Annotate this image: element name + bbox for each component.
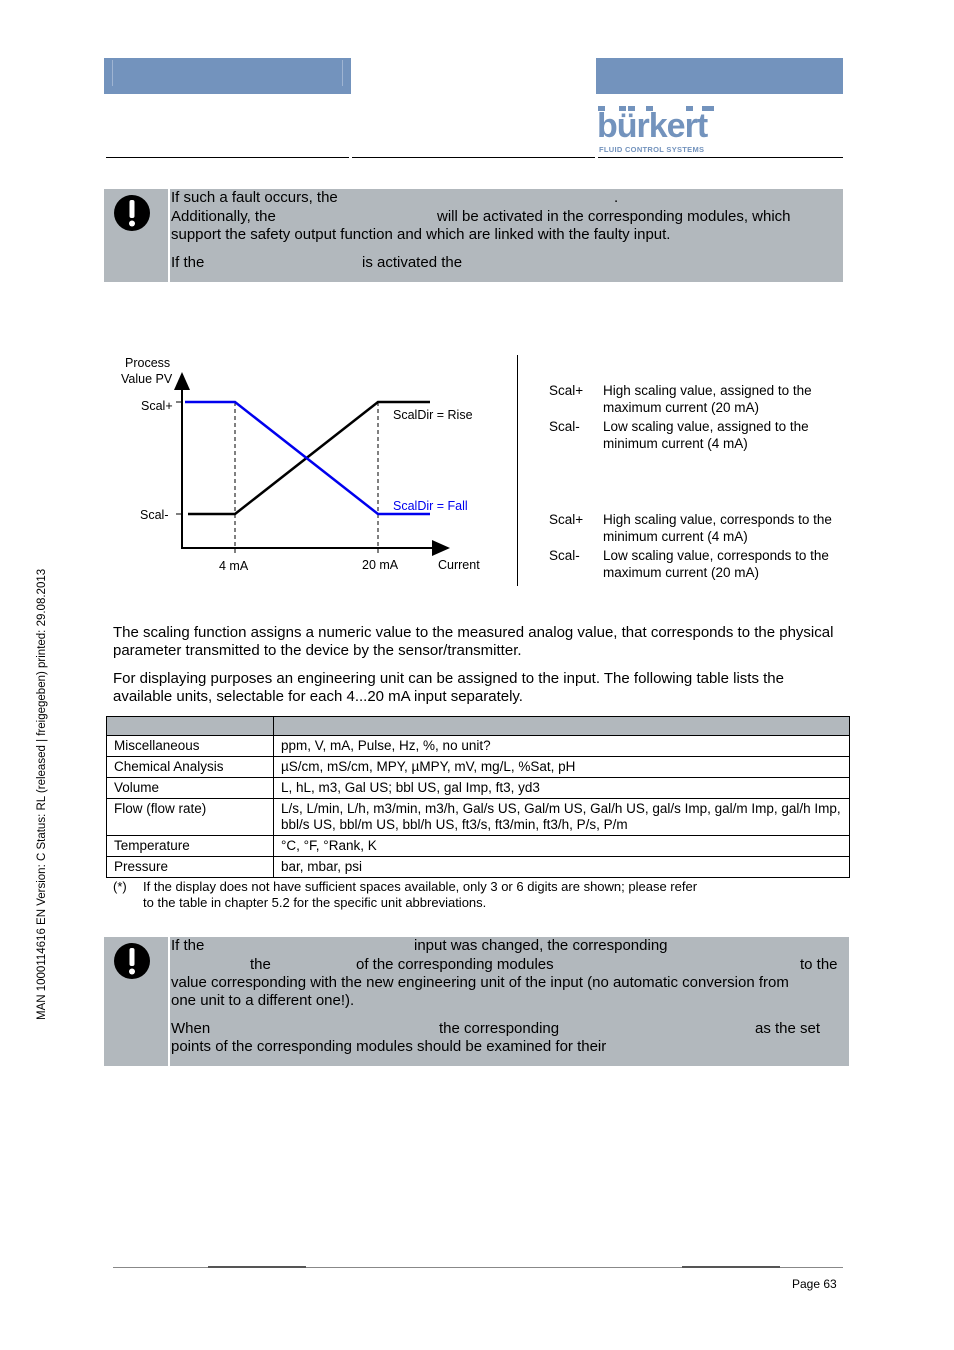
label-scal-plus: Scal+: [141, 399, 173, 413]
legend-fall-key-2: Scal-: [549, 548, 580, 563]
warning2-line5: [171, 1020, 843, 1038]
units-table-header-units: [274, 717, 850, 736]
header-bar-right: [596, 58, 843, 94]
warning-note-unit-change: [104, 937, 849, 1066]
header-bar-left-inner-line: [112, 60, 113, 86]
x-axis-label: Current: [438, 558, 480, 572]
warning1-line4: [171, 254, 771, 272]
label-rise: ScalDir = Rise: [393, 408, 473, 422]
logo-tagline: FLUID CONTROL SYSTEMS: [599, 145, 705, 154]
header-bar-left-inner-line-2: [342, 60, 343, 86]
legend-rise-key-2: Scal-: [549, 419, 580, 434]
warning2-line1: [171, 937, 841, 955]
table-cell-units: ppm, V, mA, Pulse, Hz, %, no unit?: [274, 736, 850, 757]
table-row: [107, 799, 850, 836]
warning1-line1-end: .: [614, 189, 619, 206]
table-row: [107, 836, 850, 857]
table-row: [107, 736, 850, 757]
table-cell-units: L/s, L/min, L/h, m3/min, m3/h, Gal/s US, Gal/m US, Gal/h US, gal/s Imp, gal/m Imp, gal/h Imp, bbl/s US, bbl/m US, bbl/h US, ft3/s, ft3/min, ft3/h, P/s, P/m: [274, 799, 850, 836]
company-logo: [598, 104, 718, 156]
table-row: [107, 778, 850, 799]
warning-icon-cell: [104, 189, 170, 282]
document-status-sidebar: MAN 1000114616 EN Version: C Status: RL (released | freigegeben) printed: 29.08.2013: [36, 568, 48, 1020]
footnote-mark: (*): [113, 879, 127, 894]
table-row: [107, 757, 850, 778]
table-row: [107, 857, 850, 878]
units-table: [106, 716, 850, 878]
table-cell-units: L, hL, m3, Gal US; bbl US, gal Imp, ft3, yd3: [274, 778, 850, 799]
warning2-l1a: If the: [171, 937, 205, 954]
table-cell-units: bar, mbar, psi: [274, 857, 850, 878]
warning2-l2b: of the corresponding modules: [356, 956, 554, 973]
table-cell-units: µS/cm, mS/cm, MPY, µMPY, mV, mg/L, %Sat, pH: [274, 757, 850, 778]
header-rule-middle: [352, 157, 595, 158]
legend-fall-text-1: High scaling value, corresponds to the minimum current (4 mA): [603, 512, 832, 544]
footnote-line-2: to the table in chapter 5.2 for the specific unit abbreviations.: [143, 895, 487, 910]
paragraph-scaling: The scaling function assigns a numeric value to the measured analog value, that corresponds to the physical parameter transmitted to the device by the sensor/transmitter.: [113, 624, 834, 659]
diagram-divider: [517, 355, 518, 586]
warning2-line6: points of the corresponding modules should be examined for their: [171, 1038, 607, 1055]
legend-fall-key-1: Scal+: [549, 512, 584, 527]
footer-rule-accent-right: [682, 1266, 780, 1268]
footnote-line-1: If the display does not have sufficient spaces available, only 3 or 6 digits are shown; please refer: [143, 879, 698, 894]
table-cell-category: Chemical Analysis: [107, 757, 274, 778]
warning2-l5a: When: [171, 1020, 211, 1037]
table-cell-units: °C, °F, °Rank, K: [274, 836, 850, 857]
warning2-l2a: the: [250, 956, 271, 973]
y-axis-label-2: Value PV: [121, 372, 173, 386]
y-axis-label-1: Process: [125, 356, 171, 370]
warning2-line3: value corresponding with the new engineering unit of the input (no automatic conversion from: [171, 974, 789, 991]
x-tick-20ma: 20 mA: [362, 558, 399, 572]
warning1-line2b: will be activated in the corresponding modules, which: [437, 208, 791, 225]
warning1-line4a: If the: [171, 254, 205, 271]
warning1-line3: support the safety output function and which are linked with the faulty input.: [171, 226, 671, 243]
legend-fall-text-2: Low scaling value, corresponds to the maximum current (20 mA): [603, 548, 829, 580]
warning2-line2: [171, 956, 843, 974]
footer-rule-accent-left: [208, 1266, 306, 1268]
warning-note-fault: [104, 189, 843, 282]
header-rule-left: [106, 157, 349, 158]
legend-rise-text-2: Low scaling value, assigned to the minimum current (4 mA): [603, 419, 809, 451]
header-rule-right: [598, 157, 843, 158]
warning2-line4: one unit to a different one!).: [171, 992, 355, 1009]
exclamation-icon: [112, 193, 152, 233]
warning1-line2: [171, 208, 841, 226]
warning2-l1b: input was changed, the corresponding: [414, 937, 668, 954]
header-bar-left: [104, 58, 351, 94]
table-cell-category: Temperature: [107, 836, 274, 857]
x-tick-4ma: 4 mA: [219, 559, 249, 573]
exclamation-icon: [112, 941, 152, 981]
units-table-header-category: [107, 717, 274, 736]
legend-rise: [549, 383, 849, 455]
warning1-line2a: Additionally, the: [171, 208, 276, 225]
warning2-l2c: to the: [800, 956, 838, 973]
page-number: Page 63: [792, 1277, 837, 1291]
units-table-header: [107, 717, 850, 736]
table-cell-category: Pressure: [107, 857, 274, 878]
table-cell-category: Miscellaneous: [107, 736, 274, 757]
warning1-line1: [171, 189, 619, 207]
table-cell-category: Flow (flow rate): [107, 799, 274, 836]
label-scal-minus: Scal-: [140, 508, 169, 522]
legend-rise-text-1: High scaling value, assigned to the maximum current (20 mA): [603, 383, 812, 415]
legend-rise-key-1: Scal+: [549, 383, 584, 398]
paragraph-units: For displaying purposes an engineering unit can be assigned to the input. The following table lists the available units, selectable for each 4...20 mA input separately.: [113, 670, 784, 705]
warning1-line4b: is activated the: [362, 254, 463, 271]
warning2-l5b: the corresponding: [439, 1020, 560, 1037]
label-fall: ScalDir = Fall: [393, 499, 468, 513]
warning1-line1-text: If such a fault occurs, the: [171, 189, 338, 206]
warning2-l5c: as the set: [755, 1020, 821, 1037]
logo-wordmark: bürkert: [597, 107, 708, 145]
table-cell-category: Volume: [107, 778, 274, 799]
warning-icon-cell-2: [104, 937, 170, 1066]
legend-fall: [549, 512, 849, 584]
